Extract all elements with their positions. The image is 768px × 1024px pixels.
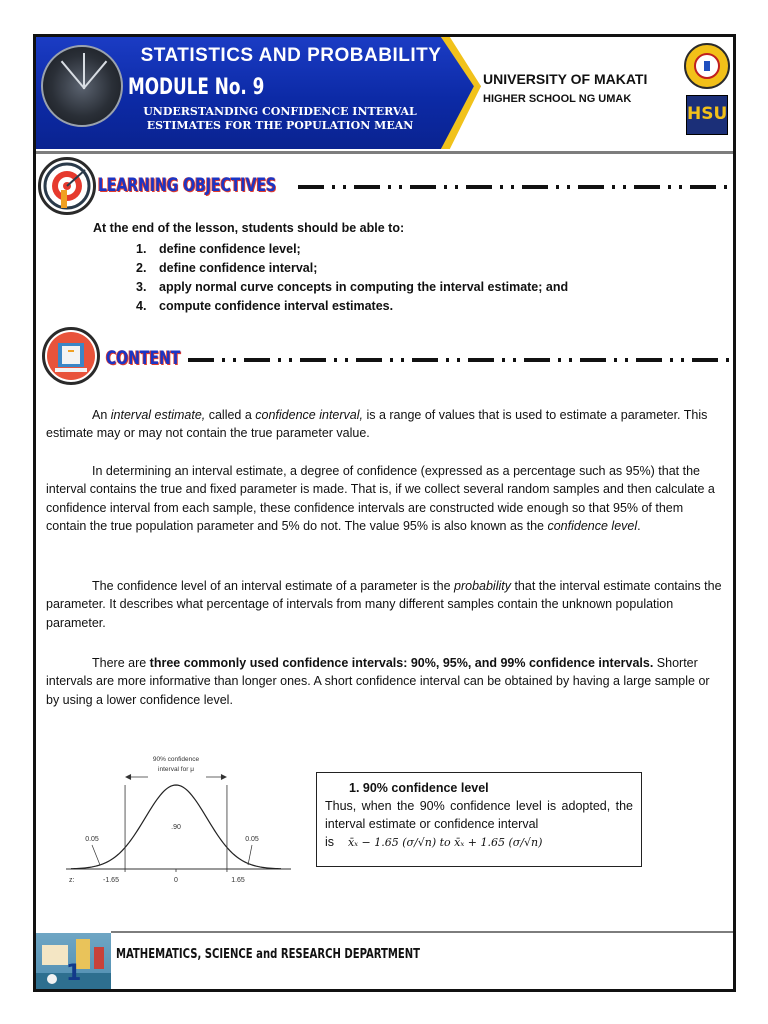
chart-title-line2: interval for μ bbox=[158, 766, 194, 773]
box-text: Thus, when the 90% confidence level is adopted, the interval estimate or confidence interval bbox=[325, 799, 633, 831]
normal-curve-chart bbox=[66, 747, 316, 897]
book-icon bbox=[42, 327, 100, 385]
confidence-level-box bbox=[316, 772, 642, 867]
module-page bbox=[33, 34, 736, 992]
objectives-list bbox=[136, 240, 568, 316]
x-tick-label: 0 bbox=[174, 877, 178, 884]
school-name: HIGHER SCHOOL NG UMAK bbox=[483, 93, 632, 105]
university-seal-icon bbox=[684, 43, 730, 89]
module-subtitle: UNDERSTANDING CONFIDENCE INTERVAL ESTIMATES FOR THE POPULATION MEAN bbox=[143, 105, 417, 132]
list-item: 1. define confidence level; bbox=[136, 242, 301, 256]
left-tail-pointer bbox=[92, 845, 100, 865]
paragraph-interval-estimate: An interval estimate, called a confidence interval, is a range of values that is used to estimate a parameter. This estimate may or may not contain the true parameter value. bbox=[46, 408, 708, 441]
center-area-label: .90 bbox=[171, 824, 181, 831]
list-item: 4. compute confidence interval estimates. bbox=[136, 299, 394, 313]
list-item: 2. define confidence interval; bbox=[136, 261, 318, 275]
x-tick-label: -1.65 bbox=[103, 877, 119, 884]
hsu-logo-icon: HSU bbox=[686, 95, 728, 135]
footer-divider bbox=[111, 931, 733, 933]
paragraph-degree-confidence: In determining an interval estimate, a degree of confidence (expressed as a percentage such as 95%) that the interval contains the true and fixed parameter is made. That is, if we collect several random samples and then calculate a confidence interval from each sample, these confidence intervals are constructed wide enough so that 95% of them contain the true population parameter and 5% do not. The value 95% is also known as the confidence level. bbox=[46, 464, 715, 534]
paragraph-confidence-level: The confidence level of an interval estimate of a parameter is the probability that the interval estimate contains the parameter. It describes what percentage of intervals from many different samples contain the unknown population parameter. bbox=[46, 579, 722, 630]
page-number: 1 bbox=[66, 961, 82, 986]
left-tail-label: 0.05 bbox=[85, 836, 99, 843]
department-name: MATHEMATICS, SCIENCE and RESEARCH DEPARTMENT bbox=[116, 947, 421, 962]
interval-arrowhead-right bbox=[221, 774, 227, 780]
course-title: STATISTICS AND PROBABILITY bbox=[140, 45, 442, 66]
box-heading: 1. 90% confidence level bbox=[349, 781, 489, 795]
x-tick-label: 1.65 bbox=[231, 877, 245, 884]
interval-arrowhead-left bbox=[125, 774, 131, 780]
right-tail-pointer bbox=[248, 845, 252, 865]
z-axis-label: z: bbox=[69, 877, 75, 884]
content-divider bbox=[188, 358, 735, 362]
content-heading: CONTENT bbox=[106, 347, 181, 369]
confidence-interval-formula: x̄ₓ − 1.65 (σ/√n) to x̄ₓ + 1.65 (σ/√n) bbox=[347, 836, 543, 849]
objectives-heading: LEARNING OBJECTIVES bbox=[98, 174, 277, 196]
list-item: 3. apply normal curve concepts in computing the interval estimate; and bbox=[136, 280, 569, 294]
target-icon bbox=[38, 157, 96, 215]
box-formula-line: is x̄ₓ − 1.65 (σ/√n) to x̄ₓ + 1.65 (σ/√n) bbox=[325, 835, 543, 849]
university-name: UNIVERSITY OF MAKATI bbox=[483, 71, 648, 87]
chart-title: 90% confidence bbox=[152, 756, 200, 763]
header-divider bbox=[36, 151, 733, 154]
objectives-intro: At the end of the lesson, students should be able to: bbox=[93, 221, 405, 235]
paragraph-common-intervals: There are three commonly used confidence intervals: 90%, 95%, and 99% confidence intervals. Shorter intervals are more informative than longer ones. A short confidence interval can be obtained by having a large sample or by using a lower confidence level. bbox=[46, 656, 710, 707]
gauge-icon bbox=[41, 45, 123, 127]
right-tail-label: 0.05 bbox=[245, 836, 259, 843]
module-number: MODULE No. 9 bbox=[128, 75, 265, 100]
objectives-divider bbox=[298, 185, 735, 189]
